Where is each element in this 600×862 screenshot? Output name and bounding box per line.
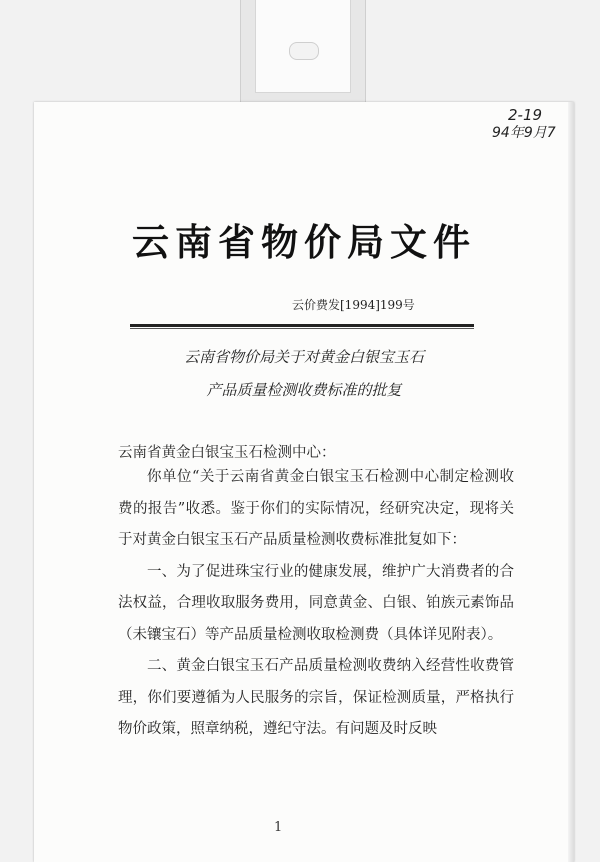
document-title: 云南省物价局文件 [132,220,476,264]
document-body [118,462,514,746]
document-page [34,102,574,862]
handwritten-note-2: 94年9月7 [492,125,556,141]
addressee: 云南省黄金白银宝玉石检测中心： [118,445,336,461]
title-divider-thin [130,328,474,329]
document-number: 云价费发[1994]199号 [292,298,415,312]
handwritten-note-1: 2-19 [508,106,543,124]
scanner-clip [240,0,366,105]
subject-line-1: 云南省物价局关于对黄金白银宝玉石 [183,348,424,366]
paragraph-intro: 你单位“关于云南省黄金白银宝玉石检测中心制定检测收费的报告”收悉。鉴于你们的实际情况，经研究决定，现将关于对黄金白银宝玉石产品质量检测收费标准批复如下： [118,469,514,548]
title-divider [130,324,474,327]
scanner-clip-inner [255,0,351,93]
paragraph-item-1: 一、为了促进珠宝行业的健康发展，维护广大消费者的合法权益，合理收取服务费用，同意黄金、白银、铂族元素饰品（未镶宝石）等产品质量检测收取检测费（具体详见附表）。 [118,563,514,643]
page-number: 1 [274,820,283,835]
subject-line-2: 产品质量检测收费标准的批复 [206,381,402,399]
scanner-clip-hole [289,42,319,60]
paragraph-item-2: 二、黄金白银宝玉石产品质量检测收费纳入经营性收费管理，你们要遵循为人民服务的宗旨，保证检测质量，严格执行物价政策，照章纳税，遵纪守法。有问题及时反映 [118,658,514,737]
